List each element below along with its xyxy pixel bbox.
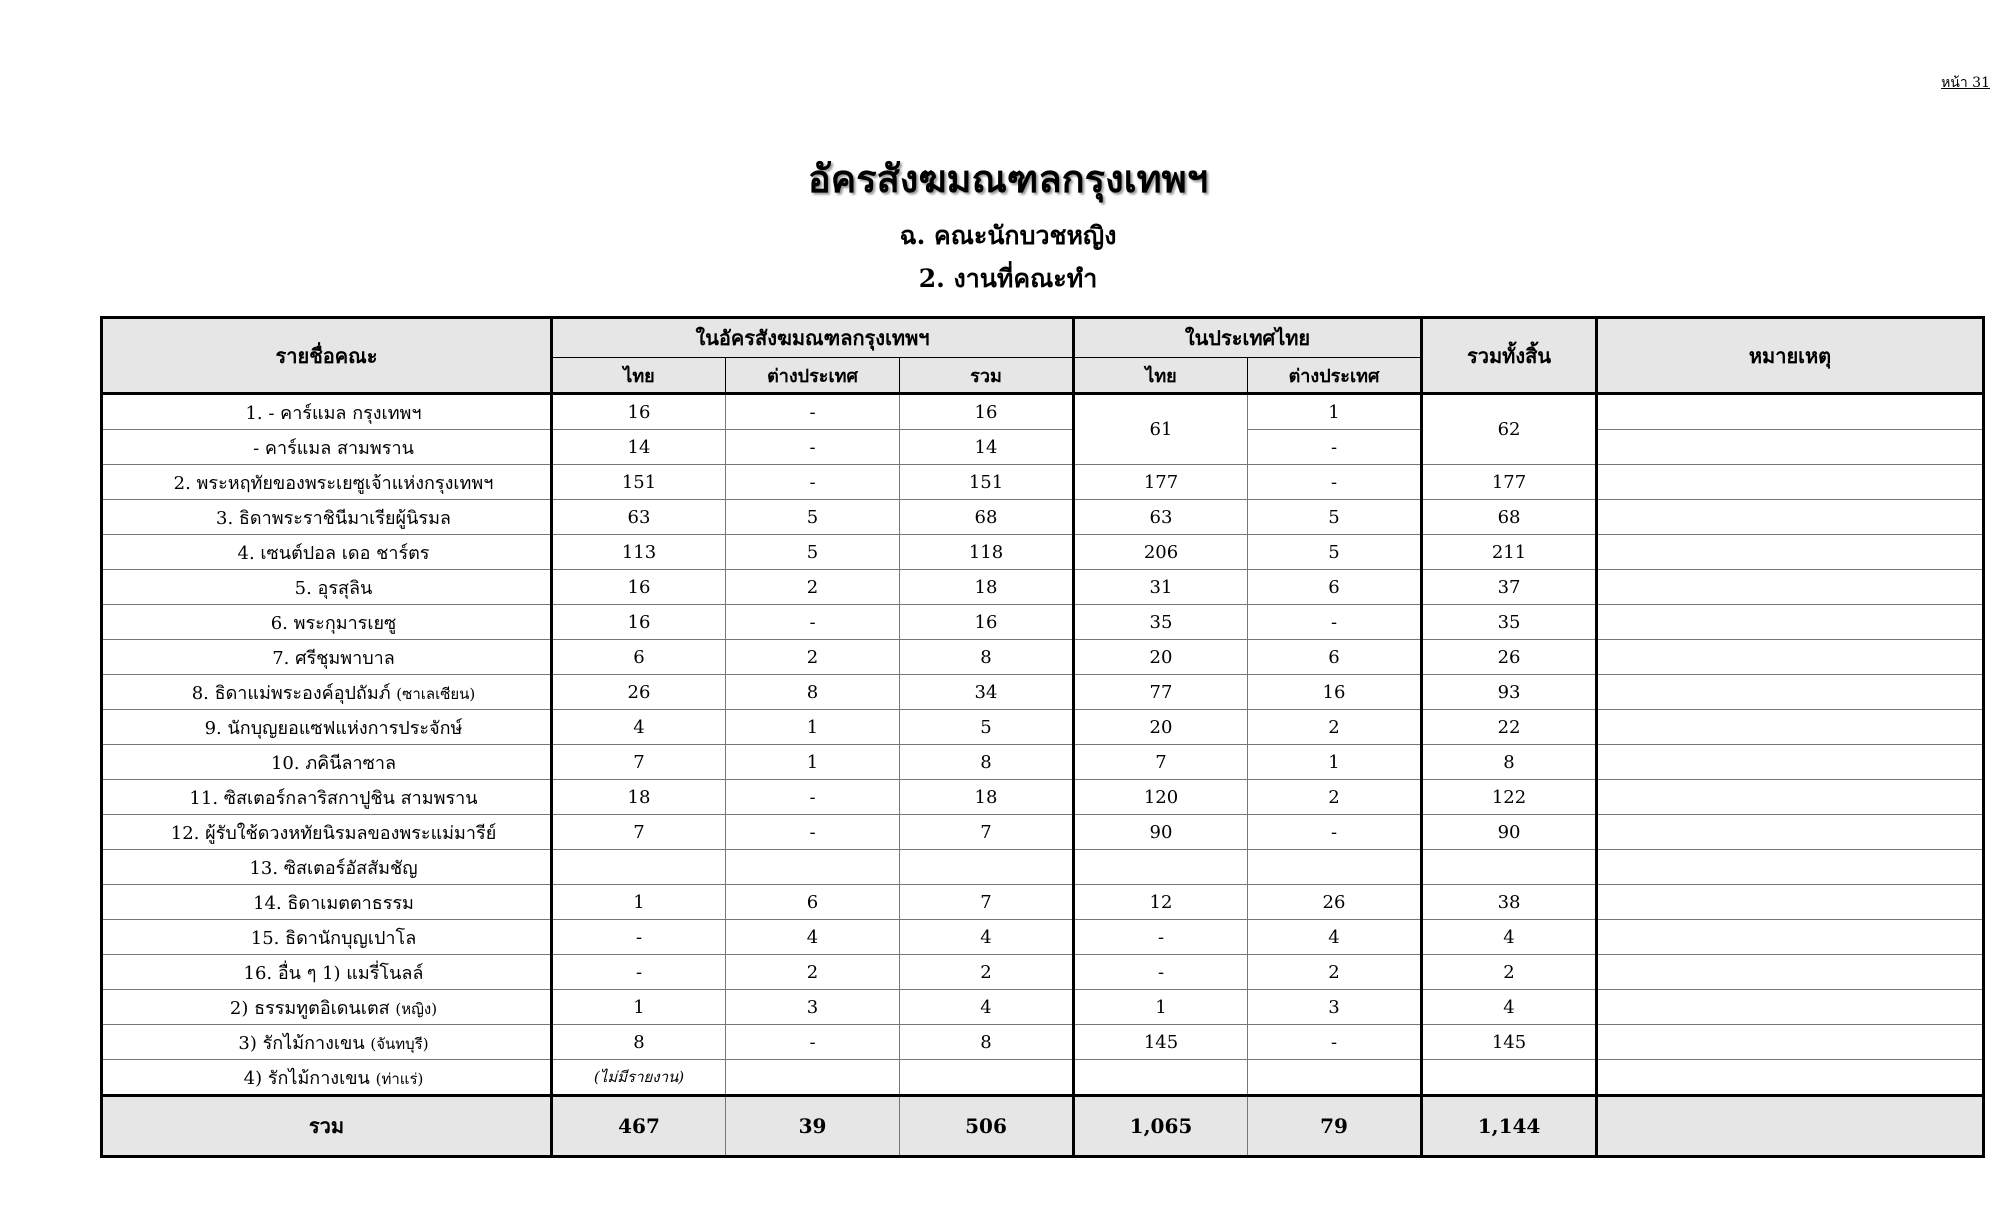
cell-th-thai: 31 [1074,570,1248,605]
cell-th-thai: 145 [1074,1025,1248,1060]
cell-bkk-thai: 18 [552,780,726,815]
cell-bkk-foreign: - [726,815,900,850]
cell-bkk-sum: 7 [900,885,1074,920]
cell-remark [1597,745,1984,780]
page-title: อัครสังฆมณฑลกรุงเทพฯ [807,156,1209,201]
cell-bkk-foreign: 6 [726,885,900,920]
row-name-text: 12. ผู้รับใช้ดวงหทัยนิรมลของพระแม่มารีย์ [170,822,497,844]
cell-bkk-foreign [726,850,900,885]
row-name-note: (จันทบุรี) [370,1034,429,1053]
cell-bkk-thai: 16 [552,570,726,605]
cell-bkk-sum: 16 [900,605,1074,640]
row-name [102,780,552,815]
cell-th-foreign: 1 [1248,394,1422,430]
row-name [102,990,552,1025]
cell-total: 35 [1422,605,1597,640]
header-th-thai: ไทย [1074,358,1248,394]
cell-remark [1597,675,1984,710]
row-name-text: 2. พระหฤทัยของพระเยซูเจ้าแห่งกรุงเทพฯ [173,472,494,494]
cell-remark [1597,465,1984,500]
cell-th-foreign: 2 [1248,955,1422,990]
table-row [102,885,1984,920]
row-name-text: 11. ซิสเตอร์กลาริสกาปูชิน สามพราน [189,787,478,809]
cell-remark [1597,1060,1984,1096]
cell-th-thai: 77 [1074,675,1248,710]
row-name-text: 6. พระกุมารเยซู [270,612,397,634]
cell-bkk-thai: 16 [552,605,726,640]
total-row [102,1096,1984,1157]
header-name: รายชื่อคณะ [102,318,552,394]
row-name-text: 9. นักบุญยอแซฟแห่งการประจักษ์ [204,717,463,739]
header-group-thailand: ในประเทศไทย [1074,318,1422,358]
cell-th-foreign: 2 [1248,780,1422,815]
cell-th-foreign: 5 [1248,535,1422,570]
cell-th-foreign: 2 [1248,710,1422,745]
cell-th-thai: 1 [1074,990,1248,1025]
row-name [102,465,552,500]
cell-bkk-foreign: 2 [726,640,900,675]
row-name-text: 16. อื่น ๆ 1) แมรี่โนลล์ [243,962,424,984]
row-name [102,535,552,570]
cell-th-foreign: 6 [1248,570,1422,605]
cell-remark [1597,430,1984,465]
row-name-note: (ท่าแร่) [375,1069,424,1088]
cell-th-thai: 177 [1074,465,1248,500]
cell-total: 22 [1422,710,1597,745]
table-row [102,955,1984,990]
row-name [102,920,552,955]
row-name-text: 4) รักไม้กางเขน [243,1067,370,1089]
row-name-text: 4. เซนต์ปอล เดอ ชาร์ตร [237,542,430,564]
cell-bkk-foreign: - [726,605,900,640]
row-name [102,815,552,850]
cell-bkk-sum: 4 [900,920,1074,955]
cell-th-thai: 7 [1074,745,1248,780]
page-number: หน้า 31 [1941,75,1990,91]
cell-bkk-foreign: 1 [726,745,900,780]
cell-th-foreign [1248,1060,1422,1096]
cell-th-thai: 63 [1074,500,1248,535]
header-grand-total: รวมทั้งสิ้น [1422,318,1597,394]
table-row [102,815,1984,850]
header-bkk-sum: รวม [900,358,1074,394]
cell-bkk-sum: 118 [900,535,1074,570]
cell-bkk-sum: 8 [900,640,1074,675]
table-row [102,465,1984,500]
cell-total: 2 [1422,955,1597,990]
cell-bkk-thai: 63 [552,500,726,535]
cell-bkk-foreign: 5 [726,500,900,535]
cell-total: 177 [1422,465,1597,500]
cell-bkk-sum [900,1060,1074,1096]
cell-th-foreign: 26 [1248,885,1422,920]
cell-th-foreign: 1 [1248,745,1422,780]
row-name [102,1060,552,1096]
cell-th-thai: 61 [1074,394,1248,465]
cell-bkk-sum: 4 [900,990,1074,1025]
cell-bkk-thai: 6 [552,640,726,675]
cell-bkk-thai: 26 [552,675,726,710]
cell-bkk-thai [552,850,726,885]
table-row [102,850,1984,885]
total-grand: 1,144 [1422,1096,1597,1157]
row-name-text: 13. ซิสเตอร์อัสสัมชัญ [249,857,418,879]
header-bkk-thai: ไทย [552,358,726,394]
cell-bkk-sum: 7 [900,815,1074,850]
row-name: - คาร์แมล สามพราน [102,430,552,465]
cell-th-thai: - [1074,955,1248,990]
cell-bkk-thai: 151 [552,465,726,500]
row-name: 1. - คาร์แมล กรุงเทพฯ [102,394,552,430]
total-bkk-thai: 467 [552,1096,726,1157]
cell-bkk-foreign [726,1060,900,1096]
cell-remark [1597,850,1984,885]
cell-remark [1597,990,1984,1025]
cell-remark [1597,1025,1984,1060]
row-name [102,500,552,535]
table-row [102,570,1984,605]
cell-th-foreign: 5 [1248,500,1422,535]
cell-th-thai [1074,850,1248,885]
cell-bkk-thai: 1 [552,885,726,920]
cell-total: 68 [1422,500,1597,535]
table-row [102,430,1984,465]
table-row [102,640,1984,675]
section-subtitle: ฉ. คณะนักบวชหญิง [899,221,1117,250]
cell-bkk-foreign: - [726,394,900,430]
total-remark [1597,1096,1984,1157]
cell-total: 211 [1422,535,1597,570]
cell-th-foreign: - [1248,430,1422,465]
cell-bkk-sum: 34 [900,675,1074,710]
table-row [102,780,1984,815]
cell-remark [1597,640,1984,675]
table-row [102,394,1984,430]
cell-bkk-sum: 2 [900,955,1074,990]
cell-th-foreign: 4 [1248,920,1422,955]
cell-th-foreign: - [1248,465,1422,500]
cell-total: 26 [1422,640,1597,675]
total-bkk-foreign: 39 [726,1096,900,1157]
congregation-table [100,316,1985,1158]
cell-remark [1597,780,1984,815]
table-row [102,920,1984,955]
cell-remark [1597,500,1984,535]
cell-bkk-sum: 5 [900,710,1074,745]
row-name [102,745,552,780]
cell-th-thai: 20 [1074,640,1248,675]
cell-bkk-foreign: - [726,780,900,815]
cell-th-thai: 120 [1074,780,1248,815]
cell-th-foreign: 6 [1248,640,1422,675]
cell-total: 62 [1422,394,1597,465]
row-name [102,1025,552,1060]
row-name-text: 7. ศรีชุมพาบาล [272,647,395,669]
cell-bkk-sum: 14 [900,430,1074,465]
header-group-bkk: ในอัครสังฆมณฑลกรุงเทพฯ [552,318,1074,358]
row-name [102,710,552,745]
cell-bkk-sum: 18 [900,570,1074,605]
cell-remark [1597,535,1984,570]
table-row [102,500,1984,535]
cell-th-thai [1074,1060,1248,1096]
cell-bkk-foreign: - [726,430,900,465]
total-label: รวม [102,1096,552,1157]
row-name [102,850,552,885]
cell-total: 8 [1422,745,1597,780]
cell-th-thai: 20 [1074,710,1248,745]
cell-remark [1597,570,1984,605]
cell-bkk-sum: 16 [900,394,1074,430]
cell-total [1422,1060,1597,1096]
cell-th-foreign [1248,850,1422,885]
cell-th-thai: 35 [1074,605,1248,640]
row-name-note: (หญิง) [395,999,438,1018]
cell-th-thai: - [1074,920,1248,955]
row-name [102,885,552,920]
row-name-text: 3. ธิดาพระราชินีมาเรียผู้นิรมล [216,507,451,529]
cell-bkk-thai: (ไม่มีรายงาน) [552,1060,726,1096]
cell-bkk-foreign: 4 [726,920,900,955]
table-subtitle: 2. งานที่คณะทำ [918,264,1098,293]
cell-bkk-foreign: - [726,1025,900,1060]
table-row [102,710,1984,745]
cell-remark [1597,605,1984,640]
row-name-text: 14. ธิดาเมตตาธรรม [253,892,414,914]
cell-remark [1597,955,1984,990]
cell-th-foreign: - [1248,605,1422,640]
row-name-text: 3) รักไม้กางเขน [238,1032,365,1054]
cell-remark [1597,394,1984,430]
table-row [102,1060,1984,1096]
cell-bkk-thai: 16 [552,394,726,430]
cell-bkk-foreign: 3 [726,990,900,1025]
cell-th-thai: 12 [1074,885,1248,920]
cell-th-foreign: - [1248,815,1422,850]
cell-total [1422,850,1597,885]
cell-bkk-sum: 18 [900,780,1074,815]
table-row [102,745,1984,780]
cell-total: 122 [1422,780,1597,815]
cell-bkk-sum: 8 [900,745,1074,780]
cell-th-thai: 206 [1074,535,1248,570]
cell-bkk-foreign: 2 [726,955,900,990]
cell-total: 93 [1422,675,1597,710]
cell-remark [1597,885,1984,920]
cell-bkk-thai: 113 [552,535,726,570]
row-name [102,955,552,990]
row-name-text: 2) ธรรมทูตอิเดนเตส [229,997,390,1019]
cell-bkk-sum [900,850,1074,885]
table-row [102,535,1984,570]
cell-bkk-foreign: 1 [726,710,900,745]
cell-bkk-thai: 1 [552,990,726,1025]
table-row [102,990,1984,1025]
total-th-foreign: 79 [1248,1096,1422,1157]
cell-remark [1597,920,1984,955]
cell-total: 37 [1422,570,1597,605]
cell-bkk-thai: 4 [552,710,726,745]
row-name [102,570,552,605]
cell-bkk-sum: 68 [900,500,1074,535]
cell-bkk-sum: 8 [900,1025,1074,1060]
cell-bkk-thai: 8 [552,1025,726,1060]
cell-th-thai: 90 [1074,815,1248,850]
header-th-foreign: ต่างประเทศ [1248,358,1422,394]
row-name [102,640,552,675]
cell-bkk-foreign: - [726,465,900,500]
cell-bkk-thai: 14 [552,430,726,465]
table-row [102,675,1984,710]
total-bkk-sum: 506 [900,1096,1074,1157]
cell-th-foreign: 16 [1248,675,1422,710]
cell-total: 90 [1422,815,1597,850]
row-name [102,605,552,640]
cell-total: 145 [1422,1025,1597,1060]
cell-remark [1597,815,1984,850]
cell-total: 4 [1422,920,1597,955]
row-name [102,675,552,710]
cell-total: 38 [1422,885,1597,920]
row-name-text: 10. ภคินีลาซาล [270,752,397,774]
table-row [102,1025,1984,1060]
cell-bkk-thai: 7 [552,745,726,780]
cell-bkk-sum: 151 [900,465,1074,500]
cell-bkk-foreign: 8 [726,675,900,710]
row-name-text: 5. อุรสุลิน [294,577,373,599]
cell-bkk-foreign: 2 [726,570,900,605]
row-name-text: 8. ธิดาแม่พระองค์อุปถัมภ์ [191,682,391,704]
row-name-text: 15. ธิดานักบุญเปาโล [250,927,417,949]
header-bkk-foreign: ต่างประเทศ [726,358,900,394]
cell-th-foreign: - [1248,1025,1422,1060]
cell-bkk-foreign: 5 [726,535,900,570]
cell-bkk-thai: 7 [552,815,726,850]
cell-total: 4 [1422,990,1597,1025]
cell-th-foreign: 3 [1248,990,1422,1025]
header-remark: หมายเหตุ [1597,318,1984,394]
table-row [102,605,1984,640]
cell-bkk-thai: - [552,955,726,990]
cell-bkk-thai: - [552,920,726,955]
total-th-thai: 1,065 [1074,1096,1248,1157]
cell-remark [1597,710,1984,745]
row-name-note: (ซาเลเซียน) [396,684,476,703]
